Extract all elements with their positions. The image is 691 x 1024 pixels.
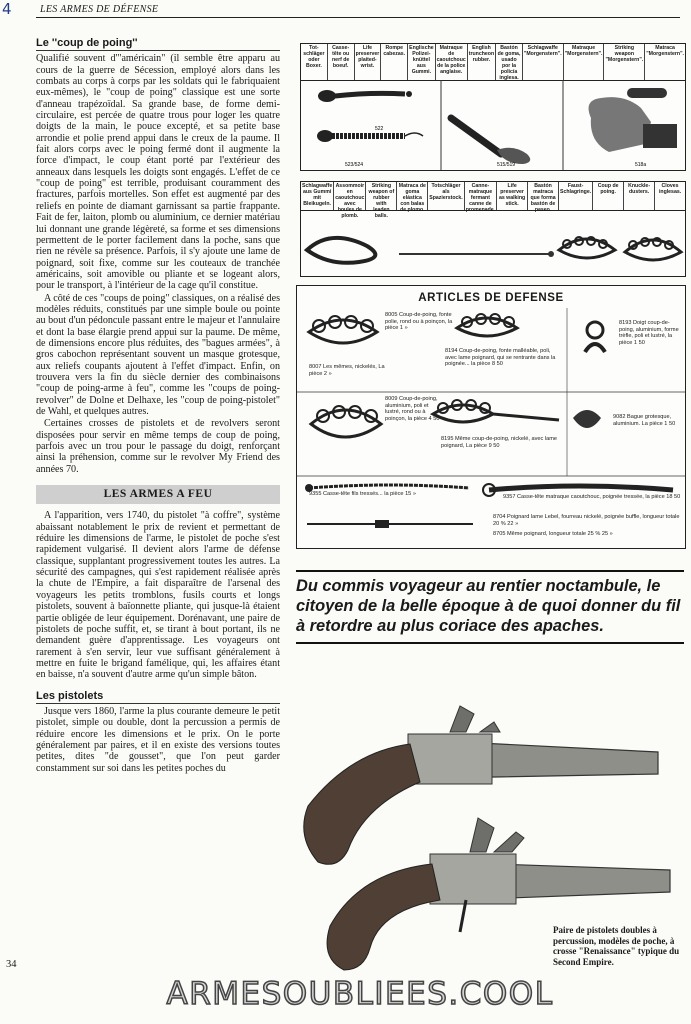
paragraph-coup-de-poing-2: A côté de ces "coups de poing" classiques, on a réalisé des modèles réduits, constitués par une simple boule ou pointe au bout d'un pédoncule passant entre le majeur et l'annulaire et dont la base élargie prend appui sur la paume. De même, de dimensions encore plus réduites, des "bagues armées", à gros cabochon représentant souvent un masque grotesque, aux reliefs coupants ajoutent à l'effet d'impact. Enfin, on trouvera vers la fin du siècle dernier des combinaisons "coup de poing-arme à feu", comme les "coups de poing-revolver" de Dolne et Delhaxe, les "coup de poing-pistolet" de Wahl, et quelques autres. [36, 292, 280, 417]
catalogue-plate-clubs [300, 43, 686, 171]
knuckles-illustration [301, 210, 685, 276]
plate-header-cell: Life preserver plaited-wrist. [355, 44, 382, 80]
running-head: LES ARMES DE DÉFENSE [40, 4, 159, 15]
running-head-rule [36, 17, 680, 18]
section-title-pistolets: Les pistolets [36, 691, 280, 704]
plate-header-cell: Coup de poing. [593, 182, 624, 210]
article-8194: 8194 Coup-de-poing, fonte malléable, poli, avec lame poignard, qui se rentrante dans la poignée... la pièce 8 50 [445, 348, 556, 367]
plate-header-cell: Englische Polizei-knüttel aus Gummi. [408, 44, 436, 80]
knuckle-duster-drawing-1 [559, 237, 615, 258]
article-8193: 8193 Doigt coup-de-poing, aluminium, forme trèfle, poli et lustré, la pièce 1 50 [619, 320, 679, 346]
plate-header-cell: Tot-schläger oder Boxer. [301, 44, 328, 80]
plate-header-cell: Cloves inglesas. [658, 183, 682, 195]
plate-title: ARTICLES DE DEFENSE [418, 292, 564, 304]
plate-header-cell: Life preserver as walking stick. [497, 182, 528, 210]
plate-header-cell: Canne-matraque fermant canne de promenade. [465, 183, 496, 213]
plate-header-cell: Rompe cabezas. [381, 44, 408, 80]
plate-header-cell: Knuckle-dusters. [624, 182, 655, 210]
plate-header-cell: Assommoir en caoutchouc avec boules de plomb. [335, 183, 365, 219]
plate-header-cell: Bastón matraca que forma bastón de paseo. [528, 182, 559, 210]
plate-header-cell: Matraca de goma elástica con balas de plomo. [397, 182, 428, 210]
plate-header-row [301, 44, 685, 81]
paragraph-coup-de-poing-1: Qualifié souvent d'"américain" (il semble être apparu au cours de la guerre de Sécession, employé alors dans les combats au corps à corps par les soldats qui le fabriquaient eux-mêmes), le "coup de poing" classique est une sorte d'anneau trapézoïdal. Sa grande base, de forme demi-circulaire, est percée de quatre trous pour loger les quatre doigts de la main, le pouce excepté, et sa petite base arrondie et polie prend appui dans le creux de la paume. Il fait alors corps avec le poing fermé dont il augmente la force d'impact, le coup étant porté par l'extérieur des anneaux dans lesquels les doigts sont engagés. L'effet de ce "coup de poing" est terrible, produisant couramment des fractures, parfois mortelles. Son effet est augmenté par des reliefs en pointe de diamant garnissant sa partie frappante. Fait de fer, laiton, plomb ou aluminium, ce dernier matériau lui donnant une grande légèreté, sa forme et ses dimensions permettent de le porter facilement dans la poche, sans que rien ne révèle sa présence. Parfois, il s'y ajoute une lame de poignard, soit fixe, comme sur les couteaux de tranchée américains, soit amovible ou pliante et se logeant alors, pour le transport, à l'intérieur de la cage qu'il constitue. [36, 53, 280, 292]
article-9357: 9357 Casse-tête matraque caoutchouc, poignée tressée, la pièce 18 50 [503, 494, 681, 500]
plate-header-cell: Striking weapon of rubber with leaden balls. [366, 182, 397, 210]
site-watermark: ARMESOUBLIEES.COOL [166, 976, 554, 1012]
knuckle-duster-8009 [311, 406, 381, 437]
article-8009: 8009 Coup-de-poing, aluminium, poli et lustré, rond ou à poinçon, la pièce 4 50 [385, 396, 440, 422]
section-title-armes-a-feu: LES ARMES A FEU [36, 485, 280, 504]
paragraph-armes-a-feu: A l'apparition, vers 1740, du pistolet "à coffre", système abaissant notablement le prix de revient et permettant de réduire les dimensions de l'arme, le pistolet de poche s'est rapidement vulgarisé. Il devient alors l'arme de défense classique, supplantant progressivement toutes les autres. La sécurité des campagnes, qui s'est rapidement réalisée après la chute de l'Empire, a fait disparaître de l'arsenal des voyageurs les petits tromblons, fusils courts et longs pistolets, souvent à baïonnette pliante, qui jusque-là étaient partie obligée de leur équipement. Dorénavant, une paire de pistolets de poche suffit, et, se tirant à bout portant, ils ne demandent guère d'apprentissage. Les voyageurs ont rarement à s'en servir, leur vue suffisant généralement à mettre en fuite le brigand famélique, qui, les affaires étant en baisse, n'a souvent d'autre arme qu'un simple bâton. [36, 510, 280, 681]
plate-header-cell: Matraque "Morgenstern". [564, 44, 605, 80]
plate-header-cell: Casse-tête ou nerf de boeuf. [328, 44, 355, 80]
plate-header-cell: Striking weapon "Morgenstern". [604, 44, 645, 80]
plate-header-cell: English truncheon rubber. [468, 44, 496, 80]
article-8007: 8007 Les mêmes, nickelés, La pièce 2 » [309, 364, 385, 377]
morgenstern-drawing [589, 88, 677, 152]
plate-header-cell: Bastón de goma, usado por la policía inglesa. [496, 44, 523, 80]
article-9082: 9082 Bague grotesque, aluminium. La pièce 1 50 [613, 414, 676, 427]
lebel-dagger-8704 [307, 520, 473, 528]
item-code: 523/524 [345, 162, 364, 168]
photo-caption: Paire de pistolets doubles à percussion, modèles de poche, à crosse "Renaissance" typique du Second Empire. [553, 925, 680, 967]
item-code: 515/519 [497, 162, 516, 168]
walking-stick-club-drawing [399, 251, 554, 257]
blackjack-drawing [317, 90, 423, 142]
finger-knuckle-8193 [585, 322, 605, 352]
plate-header-cell: Matraca "Morgenstern". [646, 45, 684, 57]
plate-header-row [301, 182, 685, 219]
plate-header-cell: Schlagwaffe aus Gummi mit Bleikugeln. [301, 182, 334, 210]
plate-header-cell: Matraque de caoutchouc de la police anglaise. [436, 44, 468, 80]
paragraph-pistolets: Jusque vers 1860, l'arme la plus courante demeure le petit pistolet, simple ou double, dont la percussion a permis de réduire encore les dimensions et le prix. On le porte généralement par paires, et il en existe des versions toutes petites, dites "de gousset", que l'on peut garder constamment sur soi dans les petites poches du [36, 705, 280, 774]
lead-ball-club-drawing [307, 238, 375, 263]
section-title-coup-de-poing: Le ''coup de poing'' [36, 38, 280, 51]
catalogue-plate-knuckles [300, 181, 686, 277]
feature-headline: Du commis voyageur au rentier noctambule, le citoyen de la belle époque à de quoi donner du fil à retordre au plus coriace des apaches. [296, 570, 684, 644]
grotesque-ring-9082 [573, 410, 601, 428]
article-8704: 8704 Poignard lame Lebel, fourreau nickelé, poignée buffle, longueur totale 20 % 22 » [493, 514, 680, 527]
plate-header-cell: Faust-Schlagringe. [559, 182, 593, 210]
article-8005: 8005 Coup-de-poing, fonte polie, rond ou à poinçon, la pièce 1 » [385, 312, 453, 331]
item-code: 518a [635, 162, 647, 168]
page-number: 34 [6, 959, 17, 970]
paragraph-coup-de-poing-3: Certaines crosses de pistolets et de revolvers seront disposées pour servir en même temps de coup de poing, parfois avec un trou pour le passage du doigt, renforçant ainsi la préhension, comme sur le revolver My Friend des années 70. [36, 418, 280, 475]
knuckle-duster-with-blade-8195 [433, 400, 559, 422]
clubs-illustration [301, 80, 685, 170]
article-8705: 8705 Même poignard, longueur totale 25 % 25 » [493, 531, 613, 537]
knuckle-duster-drawing-2 [625, 238, 681, 260]
catalogue-plate-articles-de-defense [296, 285, 686, 549]
plate-header-cell: Totschläger als Spazierstock. [428, 182, 464, 210]
article-8195: 8195 Même coup-de-poing, nickelé, avec lame poignard, La pièce 9 50 [441, 436, 557, 449]
article-9355: 9355 Casse-tête fils tressés... la pièce 15 » [309, 491, 416, 497]
rubber-truncheon-drawing [451, 118, 530, 164]
knuckle-duster-8005 [309, 316, 377, 343]
knuckle-duster-with-blade-8194 [457, 314, 517, 336]
handwritten-page-mark: 4 [2, 0, 12, 18]
item-code: 522 [375, 126, 384, 132]
left-text-column [36, 38, 280, 774]
plate-header-cell: Schlagwaffe "Morgenstern". [523, 44, 564, 80]
